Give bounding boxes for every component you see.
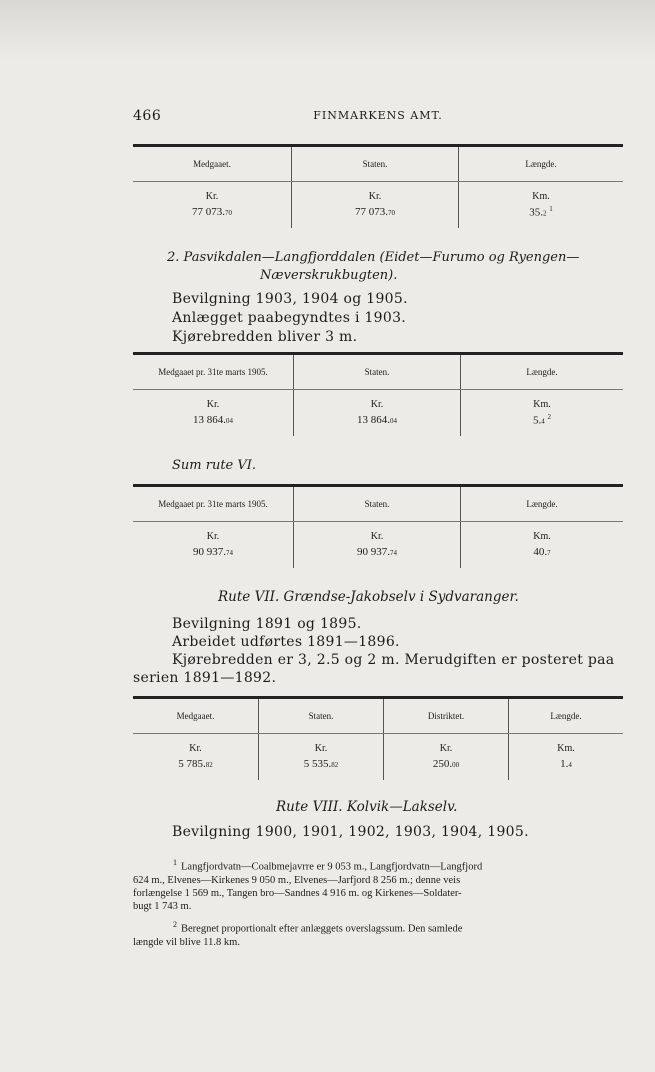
col-header: Medgaaet. xyxy=(133,146,292,182)
value-cell: 90 937.74 xyxy=(294,544,461,568)
value-cell: 250.00 xyxy=(384,756,509,780)
table-row xyxy=(133,544,623,568)
unit-cell: Km. xyxy=(509,734,624,757)
text-line: serien 1891—1892. xyxy=(133,670,277,686)
text-line: Anlægget paabegyndtes i 1903. xyxy=(172,310,407,326)
col-header: Medgaaet pr. 31te marts 1905. xyxy=(133,354,294,390)
value-cell: 1.4 xyxy=(509,756,624,780)
value-cell: 35.2 $^1$ xyxy=(459,204,624,228)
unit-cell: Kr. xyxy=(206,398,220,410)
table-header-row xyxy=(133,698,623,734)
col-header: Staten. xyxy=(292,146,459,182)
sum-title: Sum rute VI. xyxy=(172,458,257,473)
table-row xyxy=(133,204,623,228)
col-header: Distriktet. xyxy=(384,698,509,734)
route8-title: Rute VIII. Kolvik—Lakselv. xyxy=(276,799,458,815)
table-unit-row xyxy=(133,390,623,413)
text-line: Arbeidet udførtes 1891—1896. xyxy=(172,634,400,650)
text-line: Kjørebredden er 3, 2.5 og 2 m. Merudgiften er posteret paa xyxy=(172,652,615,668)
table-section2 xyxy=(133,352,623,436)
unit-cell: Km. xyxy=(461,390,624,413)
route7-title: Rute VII. Grændse-Jakobselv i Sydvaranger. xyxy=(218,589,519,605)
unit-cell: Kr. xyxy=(294,390,461,413)
table-sum-route6 xyxy=(133,484,623,568)
unit-cell: Kr. xyxy=(384,734,509,757)
page-header xyxy=(133,108,623,128)
table-route7 xyxy=(133,696,623,780)
table-unit-row xyxy=(133,182,623,205)
value-cell: 5.4 $^2$ xyxy=(461,412,624,436)
value-cell: 5 535.82 xyxy=(259,756,384,780)
value-cell: 13 864.04 xyxy=(294,412,461,436)
value-cell: 77 073.70 xyxy=(292,204,459,228)
text-line: Bevilgning 1891 og 1895. xyxy=(172,616,362,632)
unit-cell: Km. xyxy=(461,522,624,545)
running-head: FINMARKENS AMT. xyxy=(313,109,443,122)
page-number: 466 xyxy=(133,108,162,124)
text-line: Kjørebredden bliver 3 m. xyxy=(172,329,358,345)
unit-cell: Kr. xyxy=(205,190,219,202)
col-header: Staten. xyxy=(294,354,461,390)
col-header: Medgaaet pr. 31te marts 1905. xyxy=(133,486,294,522)
footnote-ref: 2 xyxy=(547,413,551,422)
unit-cell: Km. xyxy=(459,182,624,205)
col-header: Staten. xyxy=(259,698,384,734)
table-route6-section1 xyxy=(133,144,623,228)
text-line: Bevilgning 1903, 1904 og 1905. xyxy=(172,291,408,307)
value-cell: 5 785.82 xyxy=(178,758,213,770)
value-cell: 77 073.70 xyxy=(192,206,232,218)
value-cell: 40.7 xyxy=(461,544,624,568)
col-header: Medgaaet. xyxy=(133,698,259,734)
col-header: Længde. xyxy=(459,146,624,182)
col-header: Staten. xyxy=(294,486,461,522)
footnote-mark: 2 xyxy=(173,920,177,929)
footnote-mark: 1 xyxy=(173,858,177,867)
unit-cell: Kr. xyxy=(292,182,459,205)
footnote-2: $^2$ Beregnet proportionalt efter anlæggets overslagssum. Den samlede længde vil blive 11.8 km. xyxy=(133,920,463,948)
col-header: Længde. xyxy=(509,698,624,734)
value-cell: 13 864.04 xyxy=(193,414,233,426)
table-header-row xyxy=(133,146,623,182)
value-cell: 90 937.74 xyxy=(193,546,233,558)
table-unit-row xyxy=(133,734,623,757)
section-title: 2. Pasvikdalen—Langfjorddalen (Eidet—Furumo og Ryengen— xyxy=(167,250,580,265)
table-unit-row xyxy=(133,522,623,545)
text-line: Bevilgning 1900, 1901, 1902, 1903, 1904, 1905. xyxy=(172,824,529,840)
table-header-row xyxy=(133,354,623,390)
table-header-row xyxy=(133,486,623,522)
unit-cell: Kr. xyxy=(206,530,220,542)
col-header: Længde. xyxy=(461,354,624,390)
section-title-cont: Næverskrukbugten). xyxy=(260,268,398,283)
table-row xyxy=(133,756,623,780)
col-header: Længde. xyxy=(461,486,624,522)
unit-cell: Kr. xyxy=(294,522,461,545)
unit-cell: Kr. xyxy=(259,734,384,757)
footnote-ref: 1 xyxy=(549,205,553,214)
unit-cell: Kr. xyxy=(189,742,202,754)
table-row xyxy=(133,412,623,436)
footnote-1: $^1$ Langfjordvatn—Coalbmejavrre er 9 053 m., Langfjordvatn—Langfjord 624 m., Elvenes—Kirkenes 9 050 m., Elvenes—Jarfjord 8 256 m.; denne veis forlængelse 1 569 m., Tangen bro—Sandnes 4 916 m. og Kirkenes—Soldater- bugt 1 743 m. xyxy=(133,858,483,913)
